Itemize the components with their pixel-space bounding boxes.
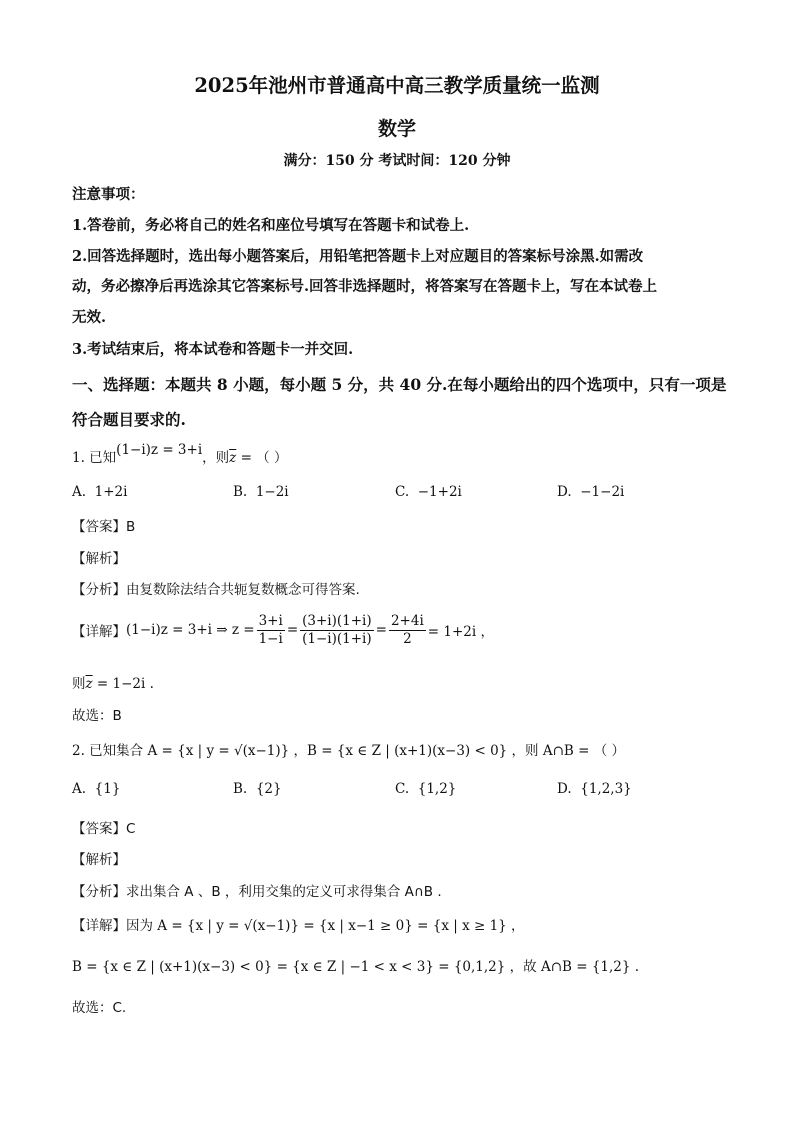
fraction-denominator: 2 bbox=[403, 630, 412, 647]
option-label: C. bbox=[395, 781, 410, 797]
detail-result: = 1+2i ， bbox=[427, 624, 494, 640]
answer-tag: 【答案】 bbox=[72, 519, 126, 535]
option-label: D. bbox=[557, 781, 572, 797]
fraction-denominator: (1−i)(1+i) bbox=[302, 630, 372, 647]
q2-choose: 故选：C. bbox=[72, 1000, 127, 1016]
q1-option-b bbox=[233, 484, 289, 500]
q1-option-c bbox=[395, 484, 462, 500]
section-1-line2: 符合题目要求的. bbox=[72, 410, 186, 429]
equals-sign: = bbox=[375, 622, 387, 638]
option-value: {1,2,3} bbox=[580, 781, 632, 797]
question-2-stem: 2. 已知集合 A = {x | y = √(x−1)} ，B = {x ∈ Z | (x+1)(x−3) < 0} ，则 A∩B = （ ） bbox=[72, 743, 626, 759]
q1-option-d bbox=[557, 484, 624, 500]
fenxi-text: 求出集合 A 、B ，利用交集的定义可求得集合 A∩B . bbox=[126, 884, 442, 900]
q2-fenxi bbox=[72, 880, 442, 900]
q2-analysis-tag: 【解析】 bbox=[72, 852, 126, 868]
q1-analysis-tag: 【解析】 bbox=[72, 551, 126, 567]
option-value: {1,2} bbox=[417, 781, 457, 797]
option-value: {1} bbox=[94, 781, 121, 797]
equals-sign: = bbox=[286, 622, 299, 638]
q2-option-a bbox=[72, 781, 120, 797]
option-label: B. bbox=[233, 484, 248, 500]
q2-option-c bbox=[395, 781, 456, 797]
q2-option-b bbox=[233, 781, 282, 797]
option-label: B. bbox=[233, 781, 248, 797]
q1-suffix: = （ ） bbox=[236, 450, 288, 466]
q2-option-d bbox=[557, 781, 632, 797]
answer-value: B bbox=[126, 519, 136, 535]
q1-equation: (1−i)z = 3+i bbox=[116, 442, 203, 458]
detail-text: 因为 A = {x | y = √(x−1)} = {x | x−1 ≥ 0} = {x | x ≥ 1} ， bbox=[126, 918, 525, 934]
fraction-3 bbox=[389, 613, 426, 648]
detail-lhs: (1−i)z = 3+i ⇒ z = bbox=[126, 622, 255, 638]
fraction-numerator: (3+i)(1+i) bbox=[302, 612, 372, 629]
q2-detail-line1 bbox=[72, 914, 525, 934]
note-3: 3.考试结束后，将本试卷和答题卡一并交回. bbox=[72, 341, 354, 358]
q1-conjugate-result bbox=[72, 672, 154, 692]
q1-prefix: 1. 已知 bbox=[72, 450, 117, 466]
option-value: −1−2i bbox=[580, 484, 625, 500]
q1-mid: ，则 bbox=[202, 450, 230, 466]
section-1-line1: 一、选择题：本题共 8 小题，每小题 5 分，共 40 分.在每小题给出的四个选项中，只有一项是 bbox=[72, 375, 727, 394]
option-value: −1+2i bbox=[417, 484, 462, 500]
fenxi-text: 由复数除法结合共轭复数概念可得答案. bbox=[126, 582, 360, 598]
answer-value: C bbox=[126, 821, 136, 837]
fraction-1 bbox=[257, 613, 285, 648]
option-value: {2} bbox=[255, 781, 282, 797]
fenxi-tag: 【分析】 bbox=[72, 884, 126, 900]
q1-fenxi bbox=[72, 578, 360, 598]
option-label: A. bbox=[72, 484, 87, 500]
q1-detail bbox=[72, 610, 494, 650]
fraction-numerator: 3+i bbox=[258, 612, 283, 629]
detail-tag: 【详解】 bbox=[72, 624, 126, 640]
notes-heading: 注意事项： bbox=[72, 186, 145, 203]
exam-title: 2025年池州市普通高中高三教学质量统一监测 bbox=[194, 74, 600, 97]
conjugate-value: = 1−2i . bbox=[92, 676, 154, 692]
option-label: D. bbox=[557, 484, 572, 500]
option-value: 1−2i bbox=[255, 484, 289, 500]
note-2-line3: 无效. bbox=[72, 309, 107, 326]
q1-conjugate-z: $\overline{z}$ bbox=[229, 450, 237, 466]
option-value: 1+2i bbox=[94, 484, 128, 500]
note-2-line2: 动，务必擦净后再选涂其它答案标号.回答非选择题时，将答案写在答题卡上，写在本试卷上 bbox=[72, 278, 658, 295]
then-prefix: 则 bbox=[72, 676, 86, 692]
fraction-denominator: 1−i bbox=[258, 630, 283, 647]
fraction-numerator: 2+4i bbox=[390, 612, 424, 629]
conjugate-z: $\overline{z}$ bbox=[85, 676, 93, 692]
option-label: A. bbox=[72, 781, 87, 797]
exam-meta: 满分：150 分 考试时间：120 分钟 bbox=[283, 153, 511, 169]
question-1-stem bbox=[72, 442, 288, 466]
q2-answer bbox=[72, 817, 135, 837]
option-label: C. bbox=[395, 484, 410, 500]
answer-tag: 【答案】 bbox=[72, 821, 126, 837]
q1-option-a bbox=[72, 484, 127, 500]
detail-tag: 【详解】 bbox=[72, 918, 126, 934]
note-1: 1.答卷前，务必将自己的姓名和座位号填写在答题卡和试卷上. bbox=[72, 217, 470, 234]
q1-choose: 故选：B bbox=[72, 708, 122, 724]
note-2-line1: 2.回答选择题时，选出每小题答案后，用铅笔把答题卡上对应题目的答案标号涂黑.如需改 bbox=[72, 248, 644, 265]
subject-title: 数学 bbox=[377, 118, 416, 140]
q2-detail-line2: B = {x ∈ Z | (x+1)(x−3) < 0} = {x ∈ Z | −1 < x < 3} = {0,1,2} ，故 A∩B = {1,2} . bbox=[72, 959, 640, 975]
fraction-2 bbox=[300, 613, 374, 648]
q1-answer bbox=[72, 515, 135, 535]
fenxi-tag: 【分析】 bbox=[72, 582, 126, 598]
